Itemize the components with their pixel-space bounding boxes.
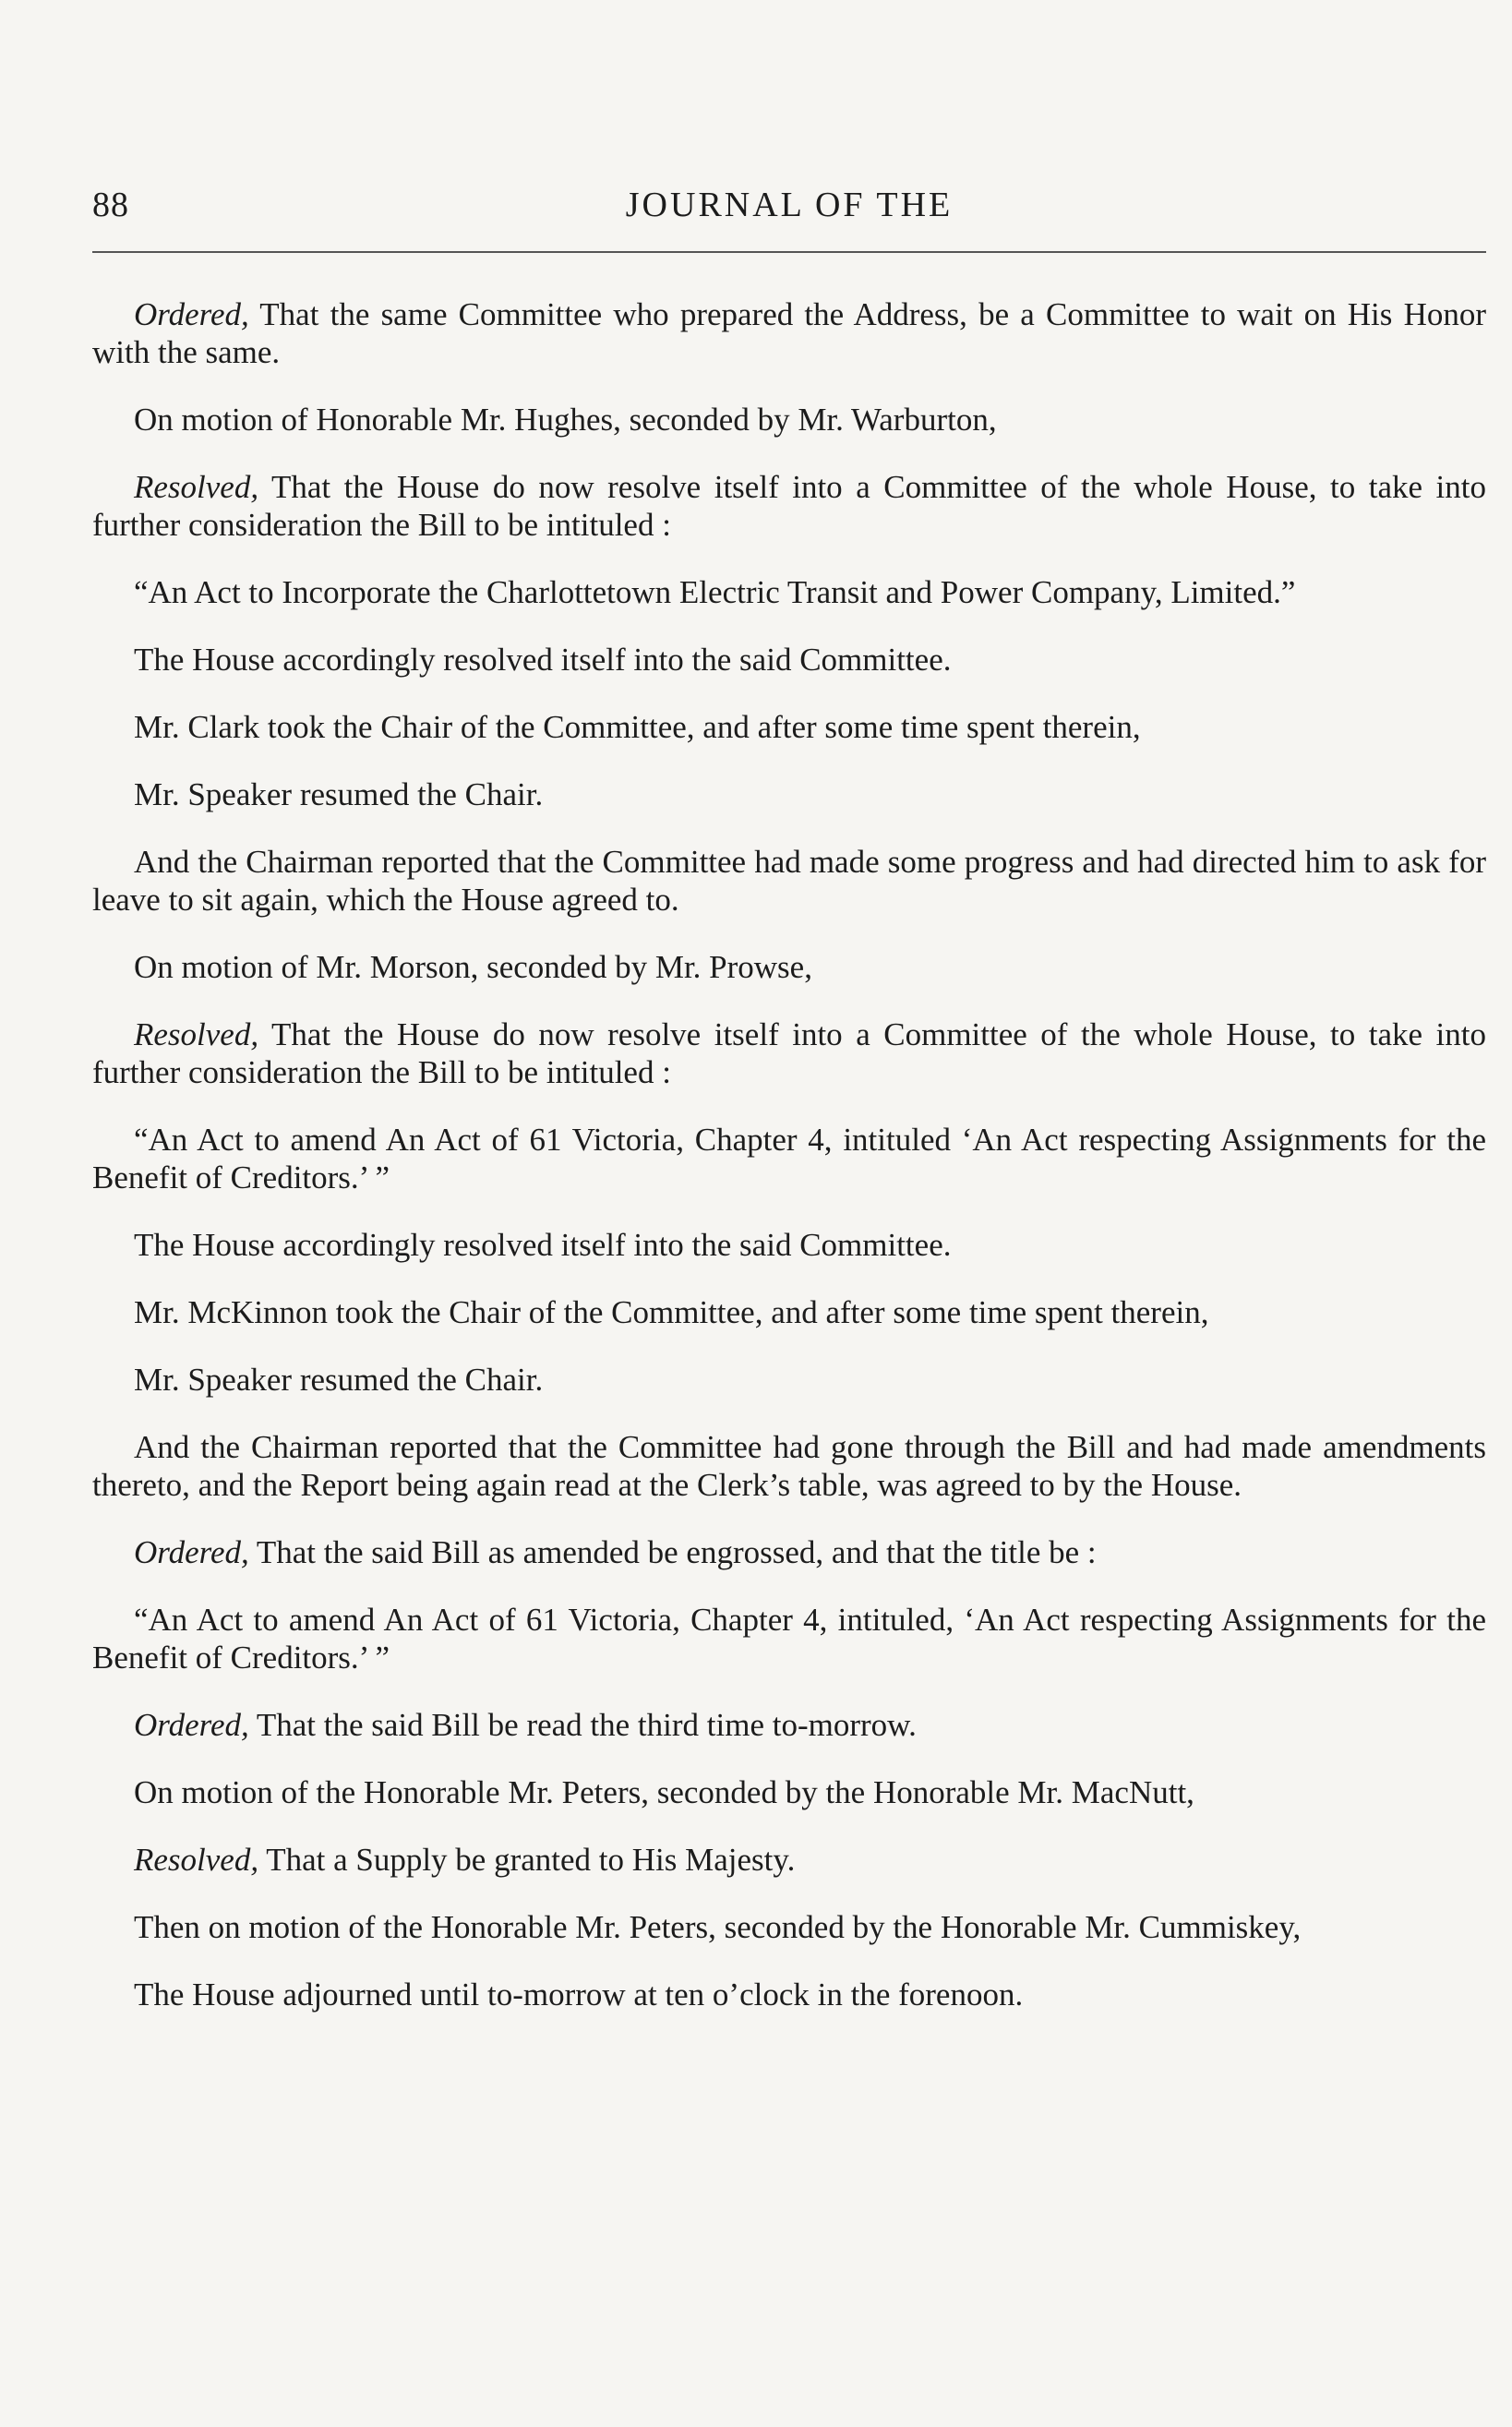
- paragraph-text: That the House do now resolve itself into a Committee of the whole House, to take into further consideration the Bill to be intituled :: [92, 1016, 1486, 1090]
- paragraph-text: On motion of the Honorable Mr. Peters, seconded by the Honorable Mr. MacNutt,: [134, 1774, 1194, 1810]
- paragraph-text: Mr. Speaker resumed the Chair.: [134, 776, 544, 812]
- paragraph: [92, 1428, 1486, 1504]
- paragraph: [92, 1908, 1486, 1946]
- paragraph: [92, 468, 1486, 544]
- paragraph: [92, 1226, 1486, 1264]
- paragraph-text: “An Act to amend An Act of 61 Victoria, Chapter 4, intituled, ‘An Act respecting Assignments for the Benefit of Creditors.’ ”: [92, 1602, 1486, 1676]
- page-number: 88: [92, 186, 129, 224]
- paragraph: [92, 1706, 1486, 1744]
- paragraph: [92, 843, 1486, 919]
- paragraph-lead: Resolved,: [134, 469, 259, 505]
- paragraph-text: Then on motion of the Honorable Mr. Peters, seconded by the Honorable Mr. Cummiskey,: [134, 1909, 1302, 1945]
- paragraph: [92, 1533, 1486, 1571]
- paragraph-text: Mr. McKinnon took the Chair of the Committee, and after some time spent therein,: [134, 1294, 1209, 1330]
- paragraph-text: On motion of Mr. Morson, seconded by Mr. Prowse,: [134, 949, 812, 985]
- paragraph: [92, 295, 1486, 371]
- paragraph-lead: Resolved,: [134, 1016, 259, 1052]
- paragraph-lead: Ordered,: [134, 1534, 249, 1570]
- journal-body: [92, 295, 1486, 2043]
- paragraph-text: That the said Bill be read the third time to-morrow.: [248, 1707, 917, 1743]
- paragraph: [92, 1121, 1486, 1196]
- paragraph-text: That the said Bill as amended be engrossed, and that the title be :: [248, 1534, 1097, 1570]
- paragraph: [92, 1293, 1486, 1331]
- paragraph-text: “An Act to Incorporate the Charlottetown Electric Transit and Power Company, Limited.”: [134, 574, 1296, 610]
- paragraph: [92, 1015, 1486, 1091]
- paragraph-text: That the same Committee who prepared the Address, be a Committee to wait on His Honor with the same.: [92, 296, 1486, 370]
- paragraph: [92, 948, 1486, 986]
- paragraph-text: The House accordingly resolved itself into the said Committee.: [134, 1227, 952, 1263]
- paragraph: [92, 641, 1486, 679]
- paragraph-text: Mr. Speaker resumed the Chair.: [134, 1362, 544, 1398]
- paragraph: [92, 1601, 1486, 1676]
- paragraph-text: “An Act to amend An Act of 61 Victoria, Chapter 4, intituled ‘An Act respecting Assignments for the Benefit of Creditors.’ ”: [92, 1122, 1486, 1195]
- paragraph-text: That a Supply be granted to His Majesty.: [258, 1842, 796, 1878]
- paragraph: [92, 1841, 1486, 1879]
- paragraph-text: The House adjourned until to-morrow at ten o’clock in the forenoon.: [134, 1976, 1024, 2012]
- paragraph-text: That the House do now resolve itself into a Committee of the whole House, to take into further consideration the Bill to be intituled :: [92, 469, 1486, 543]
- paragraph-lead: Resolved,: [134, 1842, 259, 1878]
- paragraph: [92, 573, 1486, 611]
- paragraph-lead: Ordered,: [134, 1707, 249, 1743]
- paragraph: [92, 1976, 1486, 2013]
- paragraph-text: And the Chairman reported that the Committee had gone through the Bill and had made amendments thereto, and the Report being again read at the Clerk’s table, was agreed to by the House.: [92, 1429, 1486, 1503]
- paragraph-text: And the Chairman reported that the Committee had made some progress and had directed him to ask for leave to sit again, which the House agreed to.: [92, 844, 1486, 918]
- paragraph: [92, 1361, 1486, 1399]
- paragraph-text: The House accordingly resolved itself into the said Committee.: [134, 642, 952, 678]
- paragraph-lead: Ordered,: [134, 296, 249, 332]
- header-rule: [92, 251, 1486, 253]
- page-header: [92, 175, 1486, 240]
- paragraph-text: On motion of Honorable Mr. Hughes, seconded by Mr. Warburton,: [134, 402, 997, 438]
- paragraph: [92, 775, 1486, 813]
- paragraph: [92, 1773, 1486, 1811]
- paragraph-text: Mr. Clark took the Chair of the Committee, and after some time spent therein,: [134, 709, 1141, 745]
- paragraph: [92, 401, 1486, 439]
- running-head: JOURNAL OF THE: [625, 186, 954, 224]
- paragraph: [92, 708, 1486, 746]
